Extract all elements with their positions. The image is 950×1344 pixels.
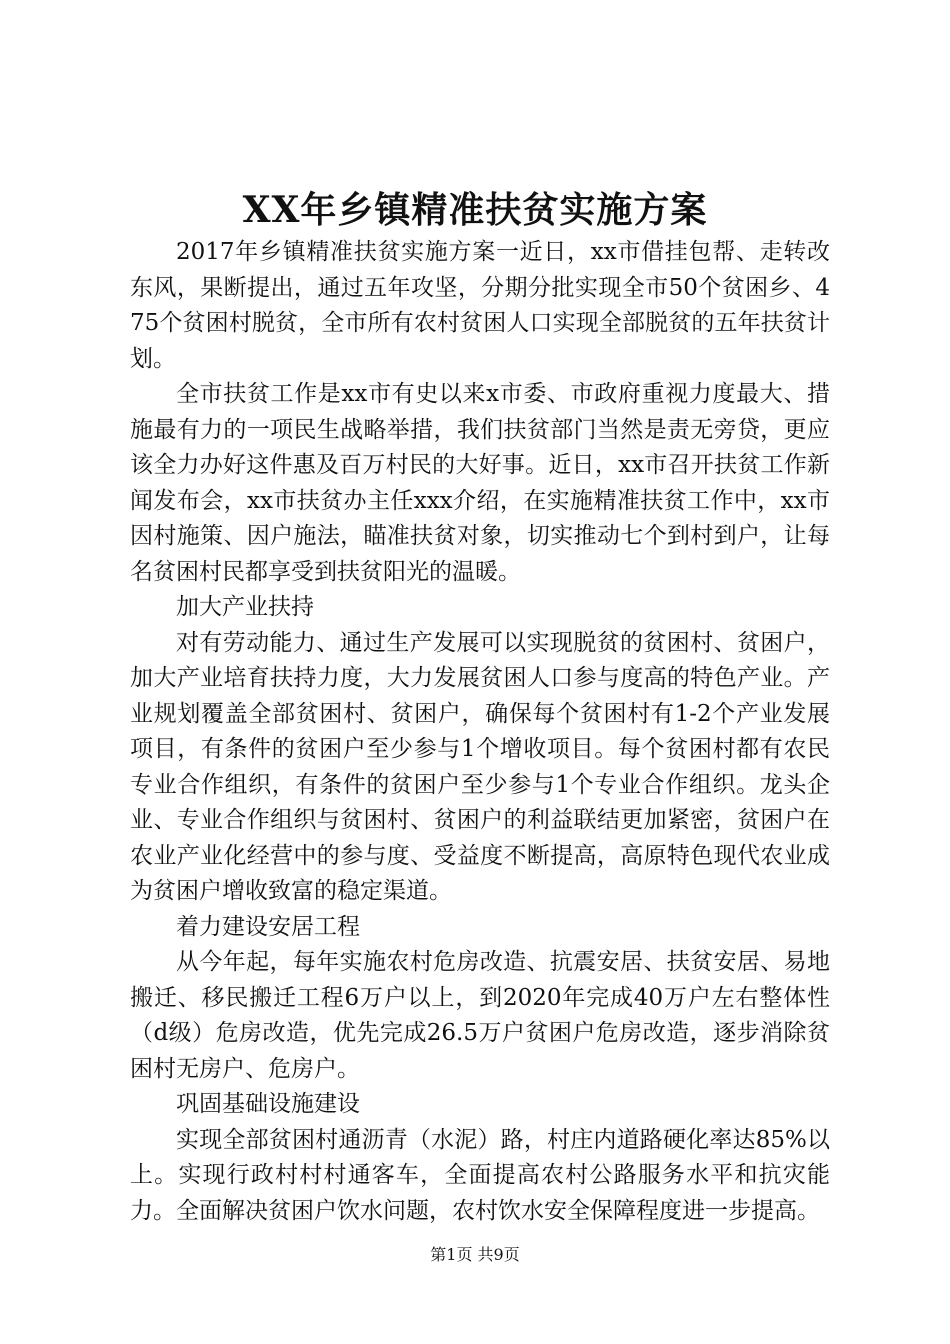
document-title: XX年乡镇精准扶贫实施方案	[242, 189, 708, 231]
paragraph-overview: 全市扶贫工作是xx市有史以来x市委、市政府重视力度最大、措施最有力的一项民生战略举措，我们扶贫部门当然是责无旁贷，更应该全力办好这件惠及百万村民的大好事。近日，xx市召开扶贫工作新闻发布会，xx市扶贫办主任xxx介绍，在实施精准扶贫工作中，xx市因村施策、因户施法，瞄准扶贫对象，切实推动七个到村到户，让每名贫困村民都享受到扶贫阳光的温暖。	[130, 381, 830, 585]
page-footer: 第1页 共9页	[430, 1245, 520, 1264]
section-heading-industry: 加大产业扶持	[176, 594, 314, 620]
paragraph-housing: 从今年起，每年实施农村危房改造、抗震安居、扶贫安居、易地搬迁、移民搬迁工程6万户以上，到2020年完成40万户左右整体性（d级）危房改造，优先完成26.5万户贫困户危房改造，逐步消除贫困村无房户、危房户。	[130, 949, 830, 1082]
document-body	[130, 235, 830, 1229]
section-heading-housing: 着力建设安居工程	[176, 913, 360, 940]
paragraph-industry: 对有劳动能力、通过生产发展可以实现脱贫的贫困村、贫困户，加大产业培育扶持力度，大力发展贫困人口参与度高的特色产业。产业规划覆盖全部贫困村、贫困户，确保每个贫困村有1-2个产业发展项目，有条件的贫困户至少参与1个增收项目。每个贫困村都有农民专业合作组织，有条件的贫困户至少参与1个专业合作组织。龙头企业、专业合作组织与贫困村、贫困户的利益联结更加紧密，贫困户在农业产业化经营中的参与度、受益度不断提高，高原特色现代农业成为贫困户增收致富的稳定渠道。	[130, 629, 830, 904]
section-heading-infrastructure: 巩固基础设施建设	[176, 1091, 360, 1117]
paragraph-intro: 2017年乡镇精准扶贫实施方案一近日，xx市借挂包帮、走转改东风，果断提出，通过五年攻坚，分期分批实现全市50个贫困乡、475个贫困村脱贫，全市所有农村贫困人口实现全部脱贫的五年扶贫计划。	[130, 239, 830, 372]
paragraph-infrastructure: 实现全部贫困村通沥青（水泥）路，村庄内道路硬化率达85%以上。实现行政村村村通客车，全面提高农村公路服务水平和抗灾能力。全面解决贫困户饮水问题，农村饮水安全保障程度进一步提高。	[130, 1126, 830, 1224]
